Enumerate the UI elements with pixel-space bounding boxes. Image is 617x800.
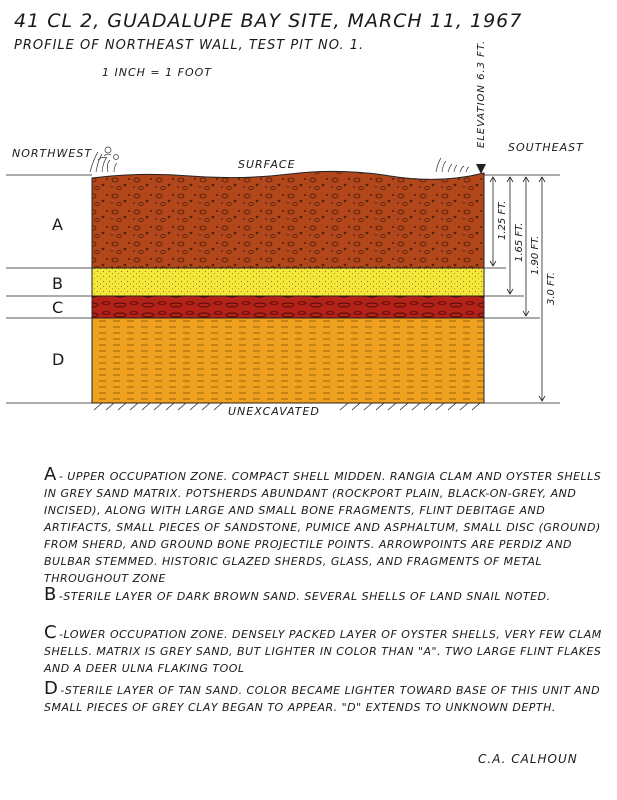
zone-label-c: C bbox=[52, 298, 64, 317]
signature: C.A. CALHOUN bbox=[478, 752, 578, 766]
surface-label: SURFACE bbox=[238, 158, 296, 171]
northwest-label: NORTHWEST bbox=[12, 147, 93, 160]
note-key-a: A bbox=[44, 464, 57, 485]
scale-note: 1 INCH = 1 FOOT bbox=[102, 66, 212, 79]
note-key-b: B bbox=[44, 584, 57, 605]
note-zone-b bbox=[44, 586, 604, 605]
note-key-d: D bbox=[44, 678, 59, 699]
figure-title: 41 CL 2, GUADALUPE BAY SITE, MARCH 11, 1967 bbox=[14, 10, 523, 32]
depth-label-b: 1.65 FT. bbox=[514, 222, 525, 262]
note-text-a: - UPPER OCCUPATION ZONE. COMPACT SHELL MIDDEN. RANGIA CLAM AND OYSTER SHELLS IN GREY SAND MATRIX. POTSHERDS ABUNDANT (ROCKPORT PLAIN, BLACK-ON-GREY, AND INCISED), ALONG WITH LARGE AND SMALL BONE FRAGMENTS, FLINT DEBITAGE AND ARTIFACTS, SMALL PIECES OF SANDSTONE, PUMICE AND ASPHALTUM, SMALL DISC (GROUND) FROM SHERD, AND GROUND BONE PROJECTILE POINTS. ARROWPOINTS ARE PERDIZ AND BULBAR STEMMED. HISTORIC GLAZED SHERDS, GLASS, AND FRAGMENTS OF METAL THROUGHOUT ZONE bbox=[44, 470, 602, 585]
note-zone-c bbox=[44, 624, 604, 677]
note-text-c: -LOWER OCCUPATION ZONE. DENSELY PACKED LAYER OF OYSTER SHELLS, VERY FEW CLAM SHELLS. MATRIX IS GREY SAND, BUT LIGHTER IN COLOR THAN "A". TWO LARGE FLINT FLAKES AND A DEER ULNA FLAKING TOOL bbox=[44, 628, 602, 675]
zone-label-b: B bbox=[52, 274, 63, 293]
note-zone-a bbox=[44, 466, 604, 587]
depth-label-c: 1.90 FT. bbox=[530, 235, 541, 275]
note-zone-d bbox=[44, 680, 604, 716]
southeast-label: SOUTHEAST bbox=[508, 141, 584, 154]
note-text-d: -STERILE LAYER OF TAN SAND. COLOR BECAME LIGHTER TOWARD BASE OF THIS UNIT AND SMALL PIECES OF GREY CLAY BEGAN TO APPEAR. "D" EXTENDS TO UNKNOWN DEPTH. bbox=[44, 684, 601, 714]
zone-label-d: D bbox=[52, 350, 65, 369]
elevation-label: ELEVATION 6.3 FT. bbox=[476, 39, 487, 148]
zone-label-a: A bbox=[52, 215, 63, 234]
depth-label-d: 3.0 FT. bbox=[546, 272, 557, 305]
unexcavated-label: UNEXCAVATED bbox=[228, 405, 320, 418]
note-text-b: -STERILE LAYER OF DARK BROWN SAND. SEVERAL SHELLS OF LAND SNAIL NOTED. bbox=[58, 590, 551, 603]
depth-label-a: 1.25 FT. bbox=[497, 200, 508, 240]
note-key-c: C bbox=[44, 622, 58, 643]
figure-subtitle: PROFILE OF NORTHEAST WALL, TEST PIT NO. 1. bbox=[14, 38, 365, 53]
